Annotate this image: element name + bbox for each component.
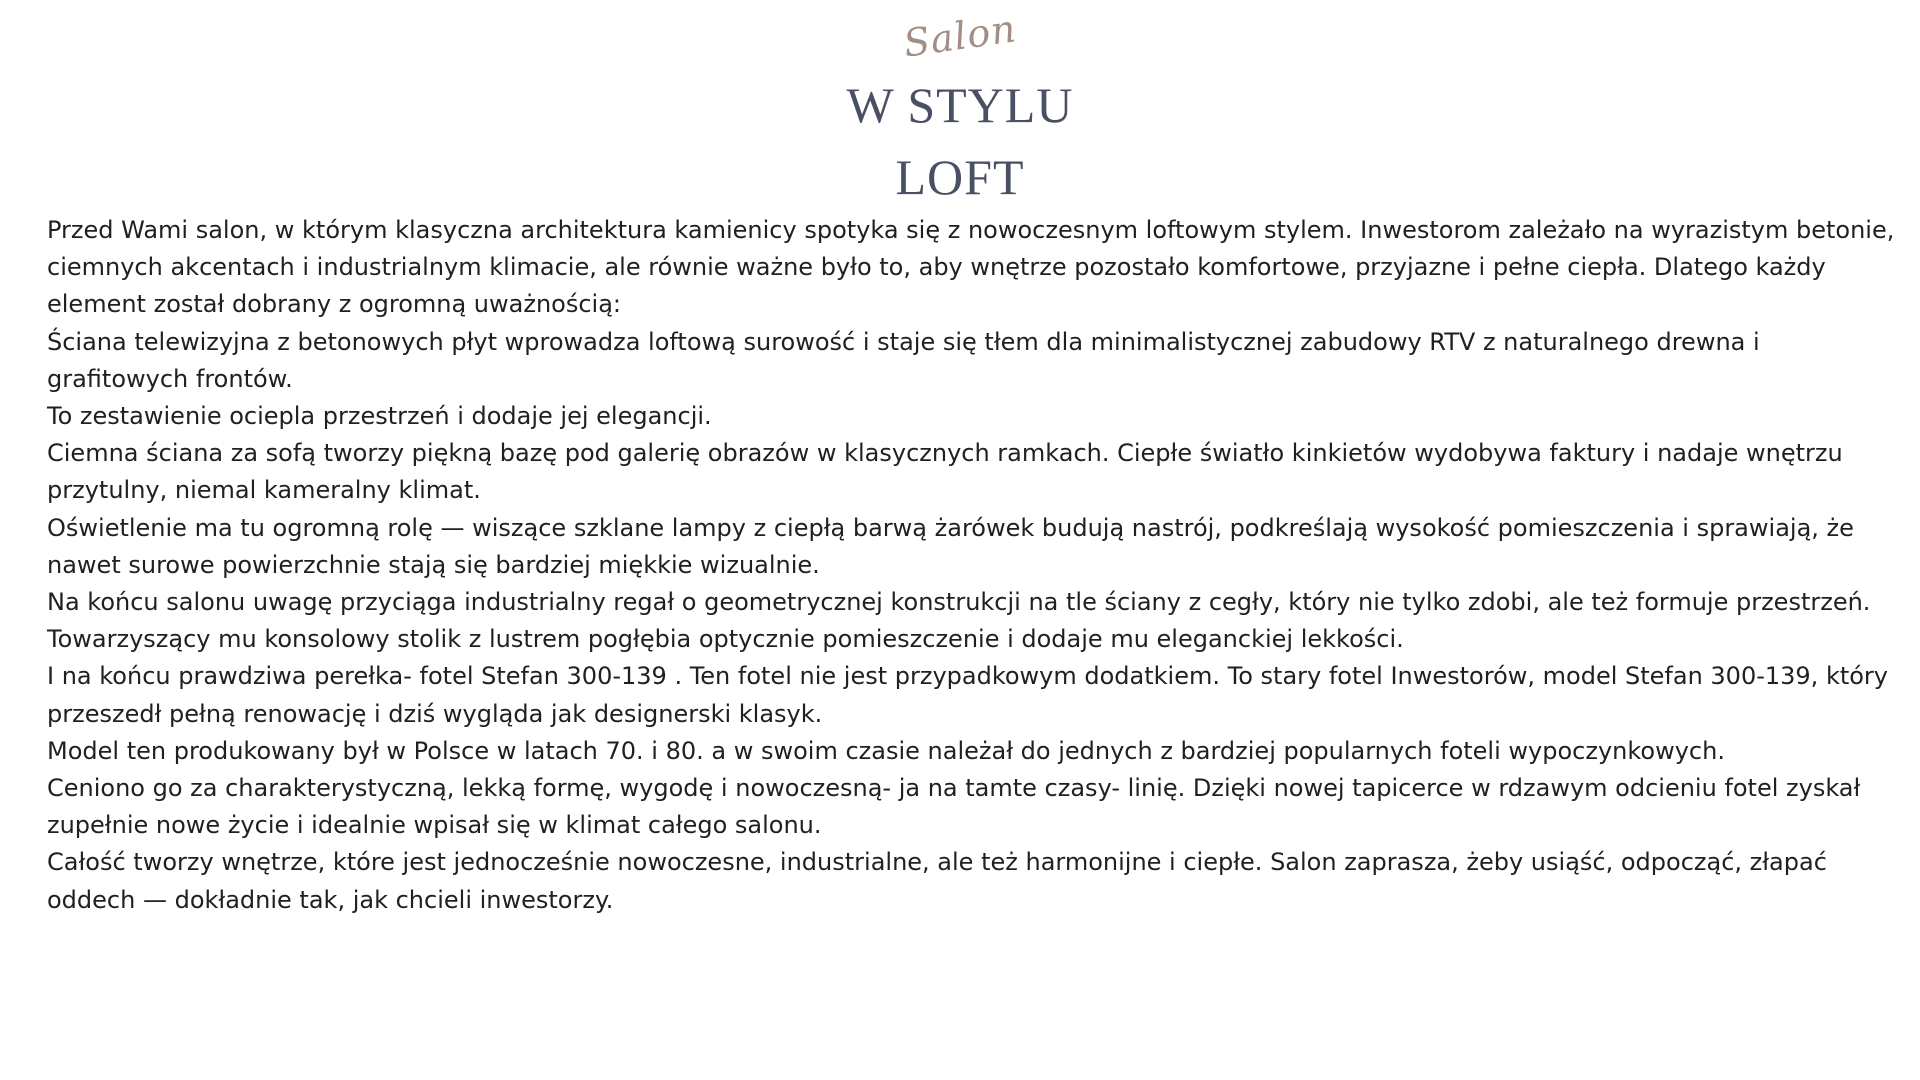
page-title-line-1: W STYLU	[846, 77, 1074, 133]
paragraph-model-history: Model ten produkowany był w Polsce w latach 70. i 80. a w swoim czasie należał do jednych z bardziej popularnych foteli wypoczynkowych.	[47, 736, 1725, 765]
paragraph-armchair: I na końcu prawdziwa perełka- fotel Stefan 300-139 . Ten fotel nie jest przypadkowym dodatkiem. To stary fotel Inwestorów, model Stefan 300-139, który przeszedł pełną renowację i dziś wygląda jak designerski klasyk.	[47, 662, 1889, 728]
page-title-line-2: LOFT	[895, 149, 1025, 205]
paragraph-upholstery: Ceniono go za charakterystyczną, lekką formę, wygodę i nowoczesną- ja na tamte czasy- linię. Dzięki nowej tapicerce w rdzawym odcieniu fotel zyskał zupełnie nowe życie i idealnie wpisał się w klimat całego salonu.	[47, 774, 1861, 840]
script-subtitle: Salon	[900, 6, 1020, 66]
paragraph-tv-wall: Ściana telewizyjna z betonowych płyt wprowadza loftową surowość i staje się tłem dla minimalistycznej zabudowy RTV z naturalnego drewna i grafitowych frontów.	[47, 327, 1760, 393]
paragraph-intro: Przed Wami salon, w którym klasyczna architektura kamienicy spotyka się z nowoczesnym loftowym stylem. Inwestorom zależało na wyrazistym betonie, ciemnych akcentach i industrialnym klimacie, ale równie ważne było to, aby wnętrze pozostało komfortowe, przyjazne i pełne ciepła. Dlatego każdy element został dobrany z ogromną uważnością:	[47, 216, 1895, 319]
paragraph-shelf: Na końcu salonu uwagę przyciąga industrialny regał o geometrycznej konstrukcji na tle ściany z cegły, który nie tylko zdobi, ale też formuje przestrzeń. Towarzyszący mu konsolowy stolik z lustrem pogłębia optycznie pomieszczenie i dodaje mu eleganckiej lekkości.	[47, 588, 1871, 654]
paragraph-dark-wall: Ciemna ściana za sofą tworzy piękną bazę pod galerię obrazów w klasycznych ramkach. Ciepłe światło kinkietów wydobywa faktury i nadaje wnętrzu przytulny, niemal kameralny klimat.	[47, 439, 1843, 505]
paragraph-summary: Całość tworzy wnętrze, które jest jednocześnie nowoczesne, industrialne, ale też harmonijne i ciepłe. Salon zaprasza, żeby usiąść, odpocząć, złapać oddech — dokładnie tak, jak chcieli inwestorzy.	[47, 848, 1827, 914]
paragraph-elegance: To zestawienie ociepla przestrzeń i dodaje jej elegancji.	[47, 402, 712, 431]
article-body	[47, 212, 1897, 919]
paragraph-lighting: Oświetlenie ma tu ogromną rolę — wiszące szklane lampy z ciepłą barwą żarówek budują nastrój, podkreślają wysokość pomieszczenia i sprawiają, że nawet surowe powierzchnie stają się bardziej miękkie wizualnie.	[47, 513, 1854, 579]
